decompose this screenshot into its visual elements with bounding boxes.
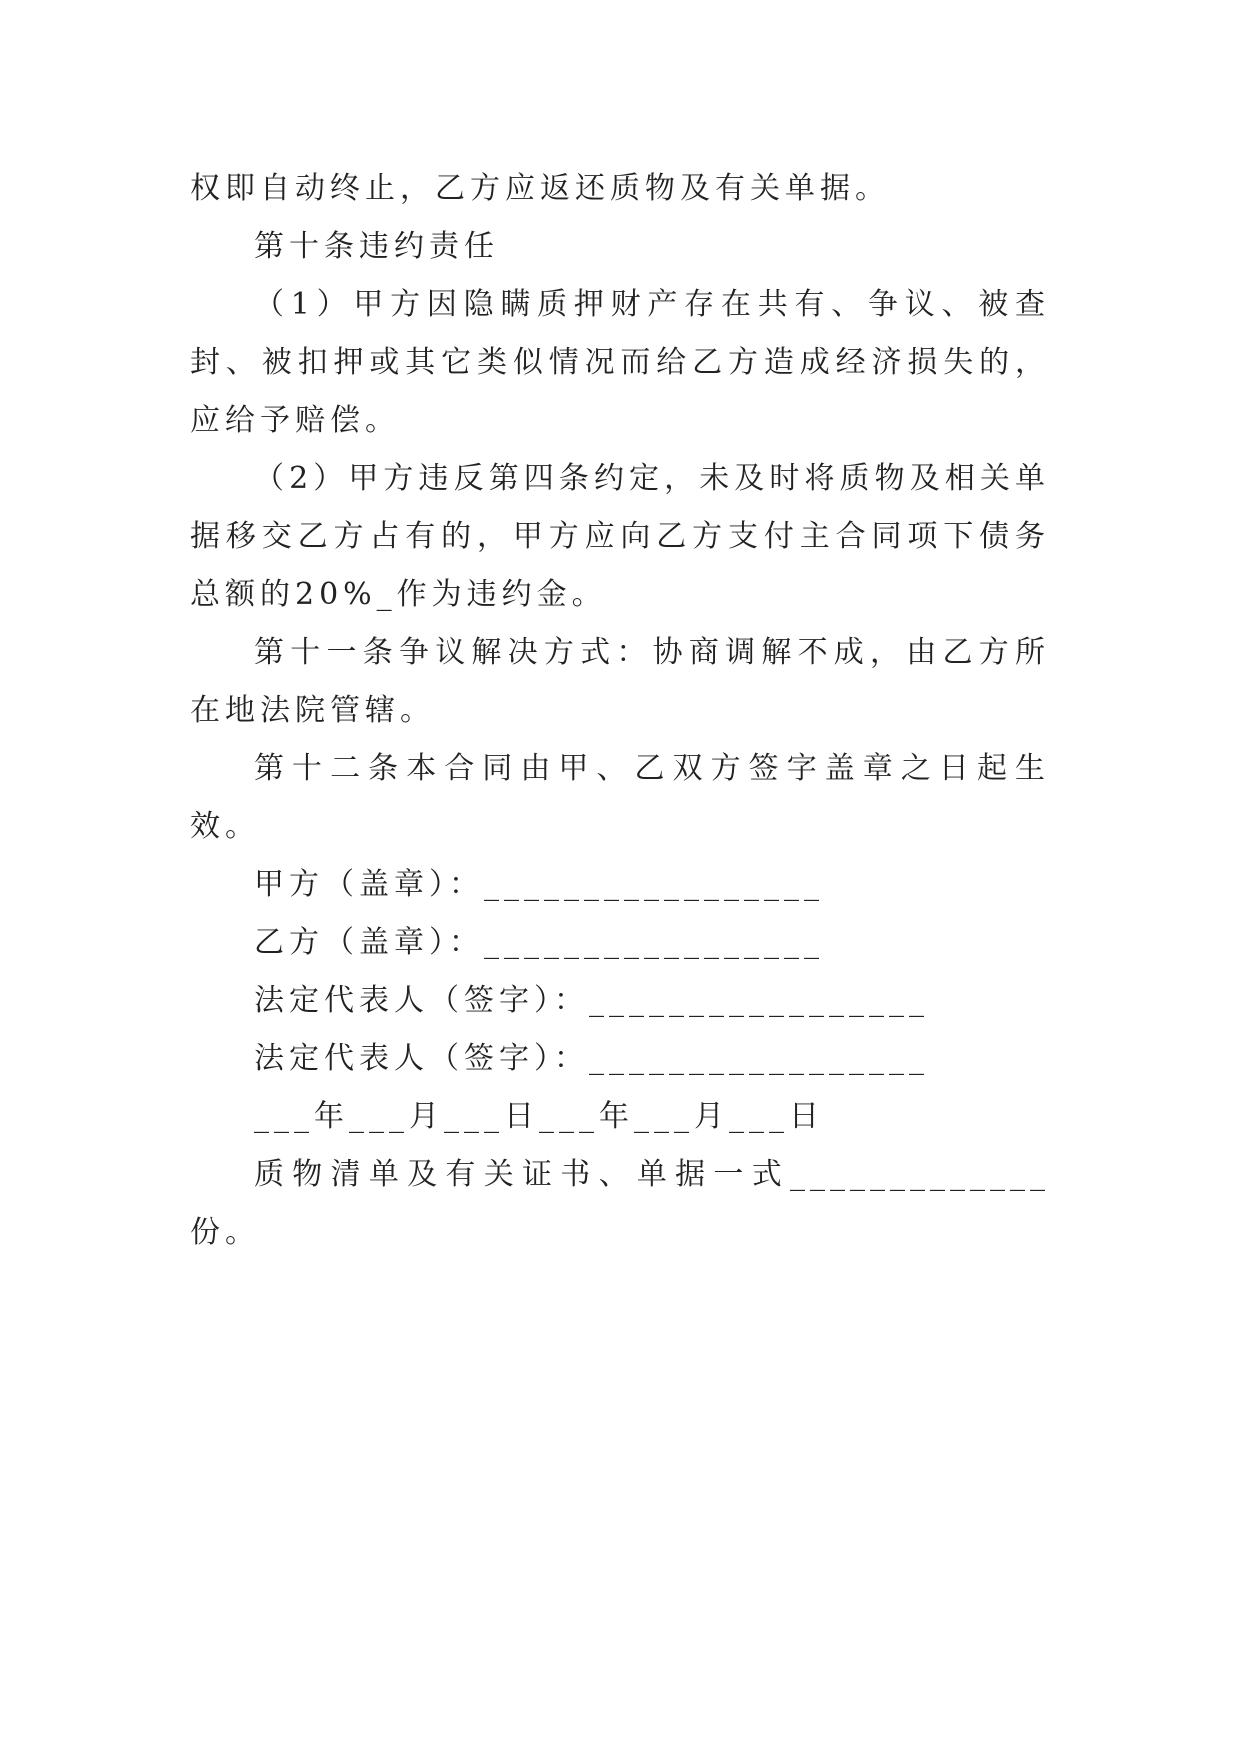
legal-rep-signature-line-1: 法定代表人（签字）：_________________ <box>254 983 929 1018</box>
legal-rep-signature-line-2: 法定代表人（签字）：_________________ <box>254 1041 929 1076</box>
article-12: 第十二条本合同由甲、乙双方签字盖章之日起生效。 <box>190 751 1050 844</box>
pledge-list-line: 质物清单及有关证书、单据一式_____________份。 <box>190 1157 1050 1250</box>
article-10-clause-2: （2）甲方违反第四条约定，未及时将质物及相关单据移交乙方占有的，甲方应向乙方支付主合同项下债务总额的20%_作为违约金。 <box>190 461 1050 612</box>
document-body <box>190 160 1050 1262</box>
party-b-seal-line: 乙方（盖章）：_________________ <box>254 925 824 960</box>
article-10-heading: 第十条违约责任 <box>254 229 499 264</box>
paragraph-continuation: 权即自动终止，乙方应返还质物及有关单据。 <box>190 171 890 206</box>
date-line: ___年___月___日___年___月___日 <box>254 1099 824 1134</box>
party-a-seal-line: 甲方（盖章）：_________________ <box>254 867 824 902</box>
article-11: 第十一条争议解决方式：协商调解不成，由乙方所在地法院管辖。 <box>190 635 1050 728</box>
article-10-clause-1: （1）甲方因隐瞒质押财产存在共有、争议、被查封、被扣押或其它类似情况而给乙方造成经济损失的，应给予赔偿。 <box>190 287 1050 438</box>
